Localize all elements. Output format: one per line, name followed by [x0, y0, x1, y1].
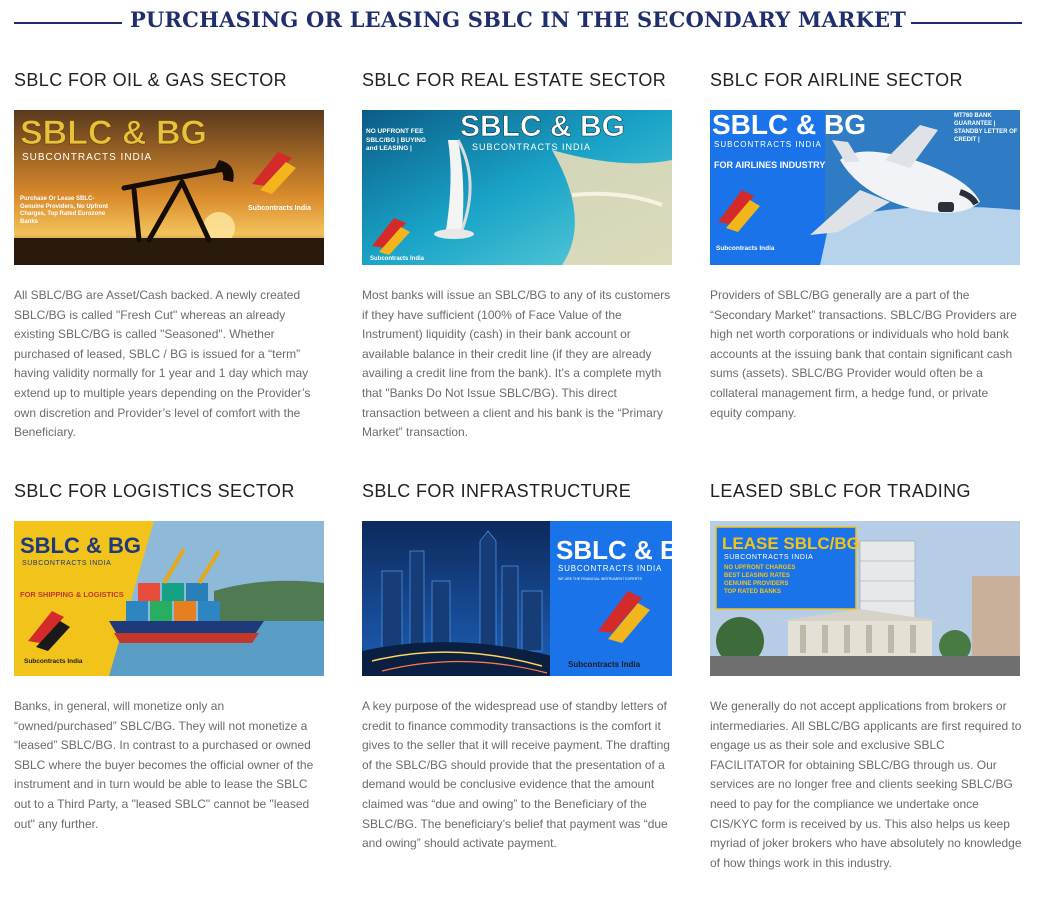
card-heading: SBLC FOR LOGISTICS SECTOR	[14, 481, 295, 501]
page-title: PURCHASING OR LEASING SBLC IN THE SECONDARY MARKET	[130, 7, 907, 32]
city-skyline-illustration	[362, 521, 699, 676]
banner-caption: FOR AIRLINES INDUSTRY	[714, 160, 826, 170]
section-header	[0, 0, 1040, 44]
title-rule-left	[14, 22, 122, 24]
bank-building-illustration	[710, 521, 1020, 676]
infrastructure-banner-image[interactable]	[362, 521, 699, 676]
card-description: All SBLC/BG are Asset/Cash backed. A newly created SBLC/BG is called "Fresh Cut" whereas an already existing SBLC/BG is called "Seasoned". Whether purchased of leased, SBLC / BG is issued for a “term” having validity normally for 1 year and 1 day which may extend up to multiple years depending on the Provider’s own discretion and Provider’s level of comfort with the Beneficiary.	[14, 288, 311, 440]
card-description: We generally do not accept applications from brokers or intermediaries. All SBLC/BG applicants are first required to engage us as their sole and exclusive SBLC FACILITATOR for obtaining SBLC/BG through us. Our services are no longer free and clients seeking SBLC/BG need to pay for the compliance we undertake once CIS/KYC form is received by us. This also helps us keep myriad of joker brokers who have absolutely no knowledge of how things work in this industry.	[710, 699, 1022, 870]
card-real-estate	[362, 70, 674, 440]
banner-caption: Purchase Or Lease SBLC- Genuine Providers, No Upfront Charges, Top Rated Eurozone Banks	[20, 196, 109, 225]
svg-text:Subcontracts India: Subcontracts India	[568, 660, 641, 669]
banner-caption: NO UPFRONT FEE SBLC/BG | BUYING and LEASING |	[366, 128, 426, 152]
oil-pumpjack-illustration	[14, 110, 324, 265]
svg-text:SUBCONTRACTS INDIA: SUBCONTRACTS INDIA	[558, 564, 663, 573]
card-infrastructure	[362, 481, 699, 851]
banner-caption: WE ARE THE FINANCIAL INSTRUMENT EXPERTS	[558, 577, 642, 581]
svg-text:SUBCONTRACTS INDIA: SUBCONTRACTS INDIA	[22, 152, 153, 163]
svg-text:SUBCONTRACTS INDIA: SUBCONTRACTS INDIA	[724, 554, 814, 561]
banner-line: BEST LEASING RATES	[724, 573, 790, 579]
svg-text:SUBCONTRACTS INDIA: SUBCONTRACTS INDIA	[714, 140, 822, 149]
brand-text: LEASE SBLC/BG	[722, 534, 860, 553]
card-logistics	[14, 481, 326, 831]
leased-trading-banner-image[interactable]	[710, 521, 1020, 676]
card-description: Most banks will issue an SBLC/BG to any of its customers if they have sufficient (100% of Face Value of the Instrument) liquidity (cash) in their bank account or available balance in their credit line (if they are already availing a credit line from the bank). It’s a complete myth that "Banks Do Not Issue SBLC/BG). This direct transaction between a client and his bank is the “Primary Market” transaction.	[362, 288, 671, 440]
card-heading: SBLC FOR OIL & GAS SECTOR	[14, 70, 288, 90]
svg-text:SUBCONTRACTS INDIA: SUBCONTRACTS INDIA	[472, 142, 592, 152]
banner-line: TOP RATED BANKS	[724, 589, 782, 595]
card-description: Providers of SBLC/BG generally are a part of the “Secondary Market” transactions. SBLC/BG Providers are high net worth corporations or individuals who hold bank accounts at the issuing bank that contain significant cash sums (assets). SBLC/BG Provider would often be a collateral management firm, a hedge fund, or private equity company.	[710, 288, 1017, 420]
card-heading: SBLC FOR AIRLINE SECTOR	[710, 70, 963, 90]
card-description: Banks, in general, will monetize only an “owned/purchased” SBLC/BG. They will not monetize a “leased” SBLC/BG. In contrast to a purchased or owned SBLC where the buyer becomes the official owner of the instrument and in turn would be able to lease the SBLC out to a Third Party, a "leased SBLC" cannot be "leased out" any further.	[14, 699, 314, 831]
card-airline	[710, 70, 1022, 420]
svg-text:Subcontracts India: Subcontracts India	[248, 205, 312, 212]
svg-text:Subcontracts India: Subcontracts India	[370, 256, 425, 262]
card-description: A key purpose of the widespread use of standby letters of credit to finance commodity transactions is the comfort it gives to the seller that it will receive payment. The drafting of the SBLC/BG should provide that the presentation of a demand would be conclusive evidence that the amount claimed was “due and owing” to the Beneficiary of the SBLC/BG. The beneficiary’s belief that payment was “due and owing” should activate payment.	[362, 699, 670, 851]
brand-text: SBLC & BG	[460, 110, 625, 143]
title-rule-right	[911, 22, 1022, 24]
svg-text:Subcontracts India: Subcontracts India	[716, 245, 775, 252]
oil-gas-banner-image[interactable]	[14, 110, 324, 265]
real-estate-banner-image[interactable]	[362, 110, 672, 265]
airline-banner-image[interactable]	[710, 110, 1020, 265]
svg-text:Subcontracts India: Subcontracts India	[24, 658, 83, 665]
airplane-illustration	[710, 110, 1020, 265]
card-heading: SBLC FOR REAL ESTATE SECTOR	[362, 70, 667, 90]
card-heading: SBLC FOR INFRASTRUCTURE	[362, 481, 632, 501]
card-heading: LEASED SBLC FOR TRADING	[710, 481, 971, 501]
cargo-ship-illustration	[14, 521, 324, 676]
card-oil-gas	[14, 70, 326, 440]
brand-text: SBLC & BG	[20, 533, 141, 558]
logistics-banner-image[interactable]	[14, 521, 324, 676]
dubai-coast-illustration	[362, 110, 672, 265]
banner-line: NO UPFRONT CHARGES	[724, 565, 796, 571]
banner-caption: FOR SHIPPING & LOGISTICS	[20, 590, 124, 599]
brand-text: SBLC & BG	[20, 114, 207, 152]
card-leased-trading	[710, 481, 1022, 870]
svg-text:SUBCONTRACTS INDIA: SUBCONTRACTS INDIA	[22, 560, 112, 567]
banner-side-caption: MT760 BANK GUARANTEE | STANDBY LETTER OF CREDIT |	[954, 113, 1018, 143]
banner-line: GENUINE PROVIDERS	[724, 581, 789, 587]
brand-text: SBLC & BG	[712, 109, 866, 140]
brand-text: SBLC & BG	[556, 535, 699, 565]
